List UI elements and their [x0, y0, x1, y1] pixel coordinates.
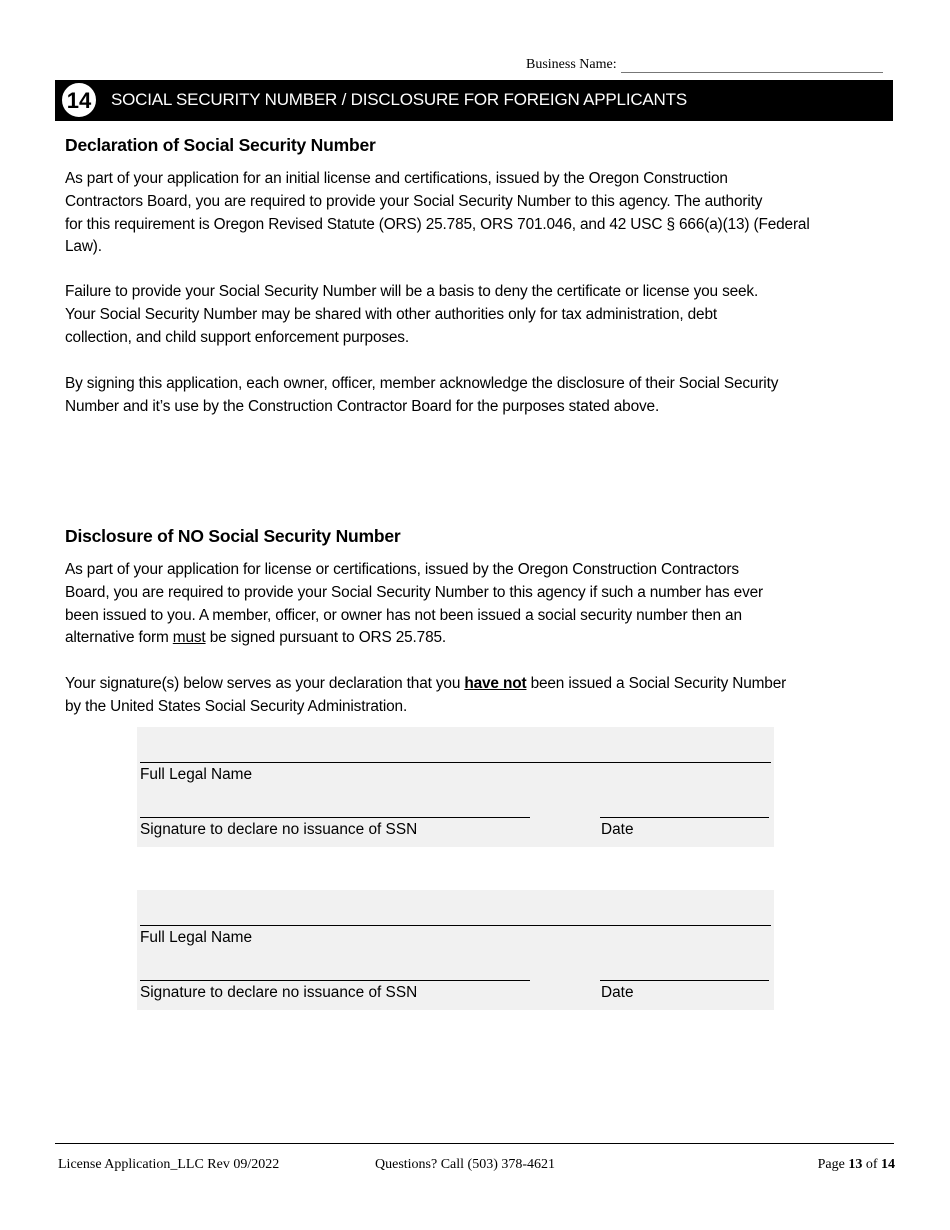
disclosure-heading: Disclosure of NO Social Security Number	[65, 526, 401, 546]
text-line: By signing this application, each owner, officer, member acknowledge the disclosure of their Social Security	[65, 375, 779, 392]
text: been issued a Social Security Number	[526, 675, 787, 692]
disclosure-paragraph-2	[65, 673, 786, 719]
declaration-paragraph-1	[65, 168, 810, 259]
signature-block-1	[137, 727, 774, 847]
text-line: Contractors Board, you are required to provide your Social Security Number to this agency. The authority	[65, 192, 763, 210]
section-title: SOCIAL SECURITY NUMBER / DISCLOSURE FOR FOREIGN APPLICANTS	[111, 90, 687, 109]
total-pages: 14	[881, 1157, 895, 1172]
text-line: by the United States Social Security Administration.	[65, 697, 408, 715]
text-line: collection, and child support enforcement purposes.	[65, 328, 409, 346]
full-legal-name-line[interactable]	[140, 762, 771, 763]
text-line: Board, you are required to provide your Social Security Number to this agency if such a number has ever	[65, 583, 764, 601]
footer-page-number	[818, 1157, 895, 1173]
date-label: Date	[601, 821, 634, 838]
text-line: As part of your application for an initial license and certifications, issued by the Oregon Construction	[65, 170, 728, 187]
disclosure-paragraph-1	[65, 559, 763, 650]
text-line: Your Social Security Number may be shared with other authorities only for tax administration, debt	[65, 305, 717, 323]
signature-line[interactable]	[140, 817, 530, 818]
text-line: Number and it’s use by the Construction Contractor Board for the purposes stated above.	[65, 397, 660, 415]
text-line: As part of your application for license or certifications, issued by the Oregon Construction Contractors	[65, 561, 739, 578]
date-line[interactable]	[600, 980, 769, 981]
text: Page	[817, 1157, 849, 1172]
full-legal-name-line[interactable]	[140, 925, 771, 926]
signature-block-2	[137, 890, 774, 1010]
full-legal-name-label: Full Legal Name	[140, 766, 253, 783]
text-line: for this requirement is Oregon Revised Statute (ORS) 25.785, ORS 701.046, and 42 USC § 666(a)(13) (Federal	[65, 215, 810, 233]
business-name-label: Business Name:	[526, 57, 617, 72]
business-name-line[interactable]	[621, 58, 883, 73]
signature-label: Signature to declare no issuance of SSN	[140, 984, 418, 1001]
emphasis-must: must	[172, 629, 206, 647]
date-label: Date	[601, 984, 634, 1001]
signature-line[interactable]	[140, 980, 530, 981]
text: be signed pursuant to ORS 25.785.	[205, 629, 447, 647]
section-number-badge: 14	[60, 81, 98, 119]
declaration-paragraph-2	[65, 281, 758, 349]
text-line: Law).	[65, 238, 102, 256]
declaration-paragraph-3	[65, 373, 778, 419]
footer-divider	[55, 1143, 894, 1144]
footer-questions: Questions? Call (503) 378-4621	[375, 1157, 556, 1172]
text-line	[65, 627, 763, 650]
business-name-field[interactable]	[526, 57, 883, 73]
text-line: Failure to provide your Social Security Number will be a basis to deny the certificate or license you seek.	[65, 283, 759, 300]
declaration-heading: Declaration of Social Security Number	[65, 135, 376, 155]
date-line[interactable]	[600, 817, 769, 818]
footer-form-name: License Application_LLC Rev 09/2022	[58, 1157, 280, 1172]
full-legal-name-label: Full Legal Name	[140, 929, 253, 946]
text: of	[862, 1157, 881, 1172]
text-line	[65, 673, 786, 696]
text: alternative form	[65, 629, 173, 647]
signature-label: Signature to declare no issuance of SSN	[140, 821, 418, 838]
current-page: 13	[848, 1157, 863, 1172]
text: Your signature(s) below serves as your declaration that you	[65, 675, 465, 692]
text-line: been issued to you. A member, officer, or owner has not been issued a social security number then an	[65, 606, 742, 624]
emphasis-have-not: have not	[464, 675, 527, 692]
